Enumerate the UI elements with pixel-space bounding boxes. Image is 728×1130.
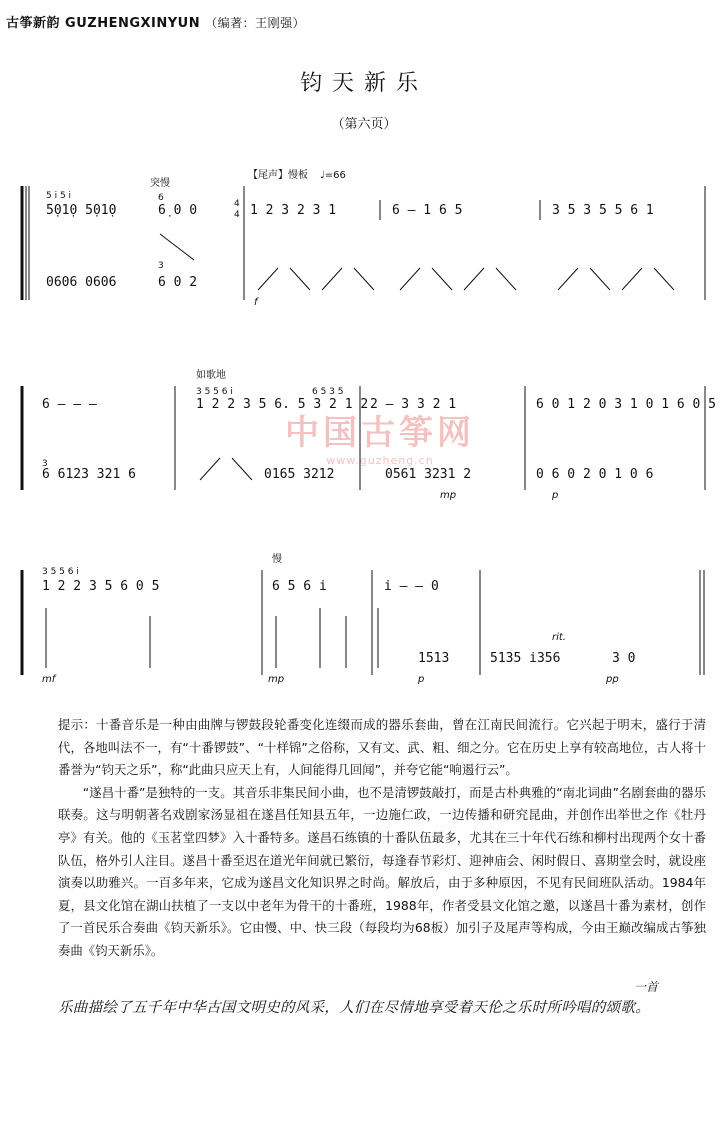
- glissando-up: [160, 234, 194, 260]
- lower-measure-2: 6 0 2: [158, 275, 198, 290]
- handwritten-correction: 一首: [634, 980, 659, 994]
- mark-rit: rit.: [552, 632, 566, 643]
- lower-measure-9: 3 0: [612, 651, 636, 666]
- dynamic-pp: pp: [606, 674, 619, 685]
- handwritten-note: 乐曲描绘了五千年中华古国文明史的风采，人们在尽情地享受着天伦之乐时所吟唱的颂歌。: [58, 1000, 650, 1016]
- mark-slow: 慢: [272, 554, 282, 565]
- lower-small-2: 3: [42, 459, 48, 469]
- lower-measure-6: 0 6 0 2 0 1 0 6: [536, 467, 654, 482]
- upper-small-4: 6 5 3 5: [312, 387, 344, 397]
- dynamic-p-2: p: [418, 674, 425, 685]
- time-sig-num: 4: [234, 199, 240, 209]
- series-name-en: GUZHENGXINYUN: [65, 16, 201, 31]
- lower-measure-4: 0165 3212: [264, 467, 335, 482]
- chord-columns: [46, 608, 378, 668]
- lower-small-1: 3: [158, 261, 164, 271]
- watermark-text: 中国古筝网: [285, 413, 475, 453]
- dynamic-mp: mp: [440, 490, 457, 501]
- glissando-strokes-1: [258, 268, 674, 290]
- dynamic-f: f: [254, 297, 258, 308]
- series-name-cn: 古筝新韵: [6, 16, 61, 31]
- dynamic-mp-2: mp: [268, 674, 285, 685]
- piece-title: 钧天新乐: [299, 71, 428, 96]
- upper-measure-4: 6 – 1 6 5: [392, 203, 463, 218]
- notes-paragraph-2: “遂昌十番”是独特的一支。其音乐非集民间小曲，也不是清锣鼓敲打，而是古朴典雅的“南北词曲”名剧套曲的器乐联奏。这与明朝著名戏剧家汤显祖在遂昌任知县五年，一边施仁政，一边传播和研究昆曲，并创作出举世之作《牡丹亭》有关。他的《玉茗堂四梦》入十番特多。遂昌石练镇的十番队伍最多，尤其在三十年代石练和柳村出现两个女十番队伍，格外引人注目。遂昌十番至迟在道光年间就已繁衍，每逢春节彩灯、迎神庙会、闲时假日、喜期堂会时，就设座演奏以助雅兴。一百多年来，它成为遂昌文化知识界之时尚。解放后，由于多种原因，不见有民间班队活动。1984年夏，县文化馆在湖山扶植了一支以中老年为骨干的十番班，1988年，作者受县文化馆之邀，以遂昌十番为素材，创作了一首民乐合奏曲《钧天新乐》。它由慢、中、快三段（每段均为68板）加引子及尾声等构成，今由王巅改编成古筝独奏曲《钧天新乐》。: [58, 784, 706, 958]
- time-sig-den: 4: [234, 210, 240, 220]
- mark-tempo: ♩=66: [320, 170, 346, 181]
- upper-small-1: 5 i 5 i: [46, 191, 72, 201]
- score-system-3: [22, 552, 704, 685]
- score-system-2: [22, 368, 716, 501]
- notes-paragraph-1: 提示：十番音乐是一种由曲牌与锣鼓段轮番变化连缀而成的器乐套曲，曾在江南民间流行。它兴起于明末，盛行于清代，各地叫法不一，有“十番锣鼓”、“十样锦”之俗称，又有文、武、粗、细之分。它在历史上享有较高地位，古人将十番誉为“钧天之乐”，称“此曲只应天上有，人间能得几回闻”，并夸它能“响遏行云”。: [58, 717, 706, 778]
- upper-measure-5: 3 5 3 5 5 6 1: [552, 203, 654, 218]
- upper-measure-6: 6 – – –: [42, 397, 97, 412]
- mark-coda-label: 【尾声】慢板: [248, 170, 308, 181]
- upper-measure-8: 2 – 3 3 2 1: [370, 397, 457, 412]
- upper-measure-3: 1 2 3 2 3 1: [250, 203, 337, 218]
- lower-measure-1: 0606 0606: [46, 275, 117, 290]
- mark-sudden-slow: 突慢: [150, 178, 170, 189]
- score-system-1: [22, 168, 705, 308]
- upper-measure-2: 6̣ 0 0: [158, 203, 198, 218]
- upper-measure-11: 6 5 6 i: [272, 579, 327, 594]
- upper-small-2: 6: [158, 193, 164, 203]
- upper-measure-10: 1 2 2 3 5 6 0 5: [42, 579, 160, 594]
- dynamic-p: p: [552, 490, 559, 501]
- upper-small-3: 3 5 5 6 i: [196, 387, 233, 397]
- upper-small-5: 3 5 5 6 i: [42, 567, 79, 577]
- editor-credit: （编著：王刚强）: [205, 16, 306, 30]
- page-subtitle: （第六页）: [331, 117, 397, 132]
- jianpu-score: [0, 150, 728, 700]
- lower-measure-3: 6 6123 321 6: [42, 467, 136, 482]
- program-notes: [58, 714, 706, 963]
- lower-measure-8: 5135 i356: [490, 651, 561, 666]
- upper-measure-1: 5̣01̣0 5̣01̣0: [46, 203, 117, 218]
- watermark-url: www.guzheng.cn: [326, 454, 434, 467]
- glissando-strokes-2: [200, 458, 252, 480]
- dynamic-mf: mf: [42, 674, 56, 685]
- upper-measure-7: 1 2 2 3 5 6. 5 3 2 1 2: [196, 397, 369, 412]
- lower-measure-5: 0561 3231 2: [385, 467, 472, 482]
- mark-like-song: 如歌地: [196, 370, 226, 381]
- running-header: [6, 12, 305, 31]
- lower-measure-7: 1513: [418, 651, 450, 666]
- upper-measure-9: 6 0 1 2 0 3 1 0 1 6 0 5: [536, 397, 717, 412]
- upper-measure-12: i – – 0: [384, 579, 439, 594]
